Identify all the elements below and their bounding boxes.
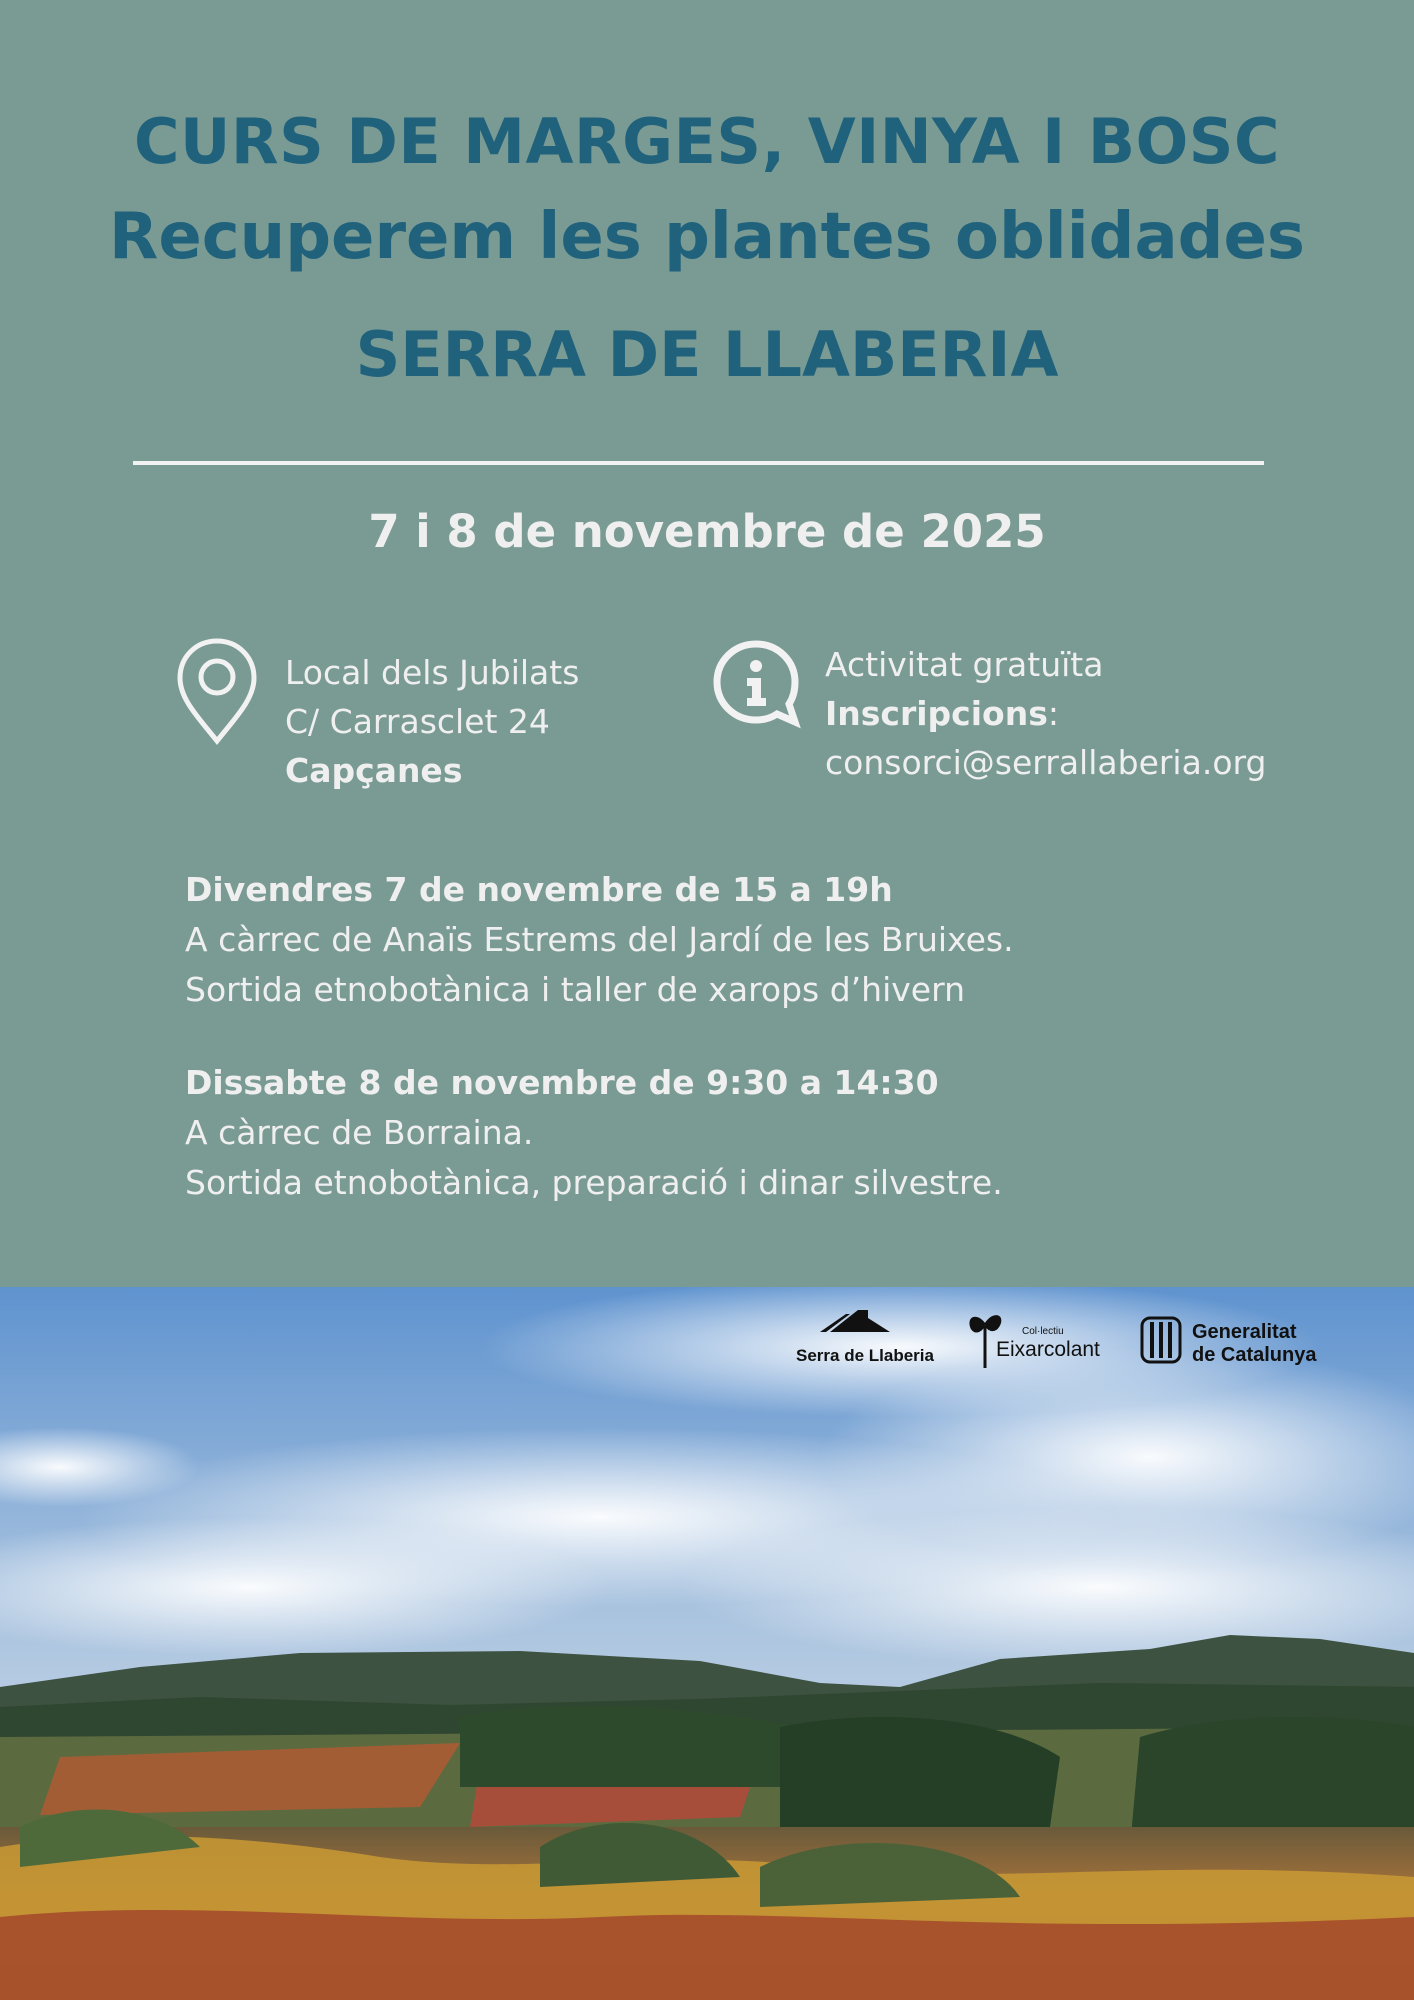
venue-town: Capçanes [285,751,463,790]
venue-address: C/ Carrasclet 24 [285,702,550,741]
registration-separator: : [1047,694,1059,733]
eixarcolant-text: Eixarcolant [996,1338,1100,1361]
free-activity: Activitat gratuïta [825,645,1104,684]
sponsor-logos [790,1306,1350,1376]
schedule-description: Sortida etnobotànica, preparació i dinar silvestre. [185,1163,1003,1202]
divider [133,461,1264,465]
event-date: 7 i 8 de novembre de 2025 [368,505,1046,558]
schedule-day-2 [185,1058,1003,1208]
schedule-lead: A càrrec de Borraina. [185,1113,534,1152]
location-region-title: SERRA DE LLABERIA [355,318,1059,391]
eixarcolant-logo [971,1317,1100,1368]
registration-label: Inscripcions [825,694,1048,733]
schedule-lead: A càrrec de Anaïs Estrems del Jardí de les Bruixes. [185,920,1014,959]
course-subtitle: Recuperem les plantes oblidades [109,200,1305,274]
schedule-description: Sortida etnobotànica i taller de xarops d’hivern [185,970,965,1009]
registration-email[interactable]: consorci@serrallaberia.org [825,743,1267,782]
schedule-heading: Divendres 7 de novembre de 15 a 19h [185,870,893,909]
location-pin-icon [176,637,258,745]
registration-line [825,689,1266,738]
location-block [285,648,579,795]
info-icon [709,636,803,730]
schedule-heading: Dissabte 8 de novembre de 9:30 a 14:30 [185,1063,939,1102]
generalitat-text-1: Generalitat [1192,1321,1297,1343]
generalitat-text-2: de Catalunya [1192,1344,1317,1366]
serra-logo-text: Serra de Llaberia [796,1346,934,1365]
serra-de-llaberia-logo [796,1310,935,1365]
activity-block [825,640,1266,787]
generalitat-logo [1142,1318,1317,1366]
venue-name: Local dels Jubilats [285,653,580,692]
landscape-photo [0,1287,1414,2000]
schedule-day-1 [185,865,1014,1015]
eixarcolant-small-text: Col·lectiu [1022,1326,1064,1337]
course-title: CURS DE MARGES, VINYA I BOSC [134,105,1280,178]
